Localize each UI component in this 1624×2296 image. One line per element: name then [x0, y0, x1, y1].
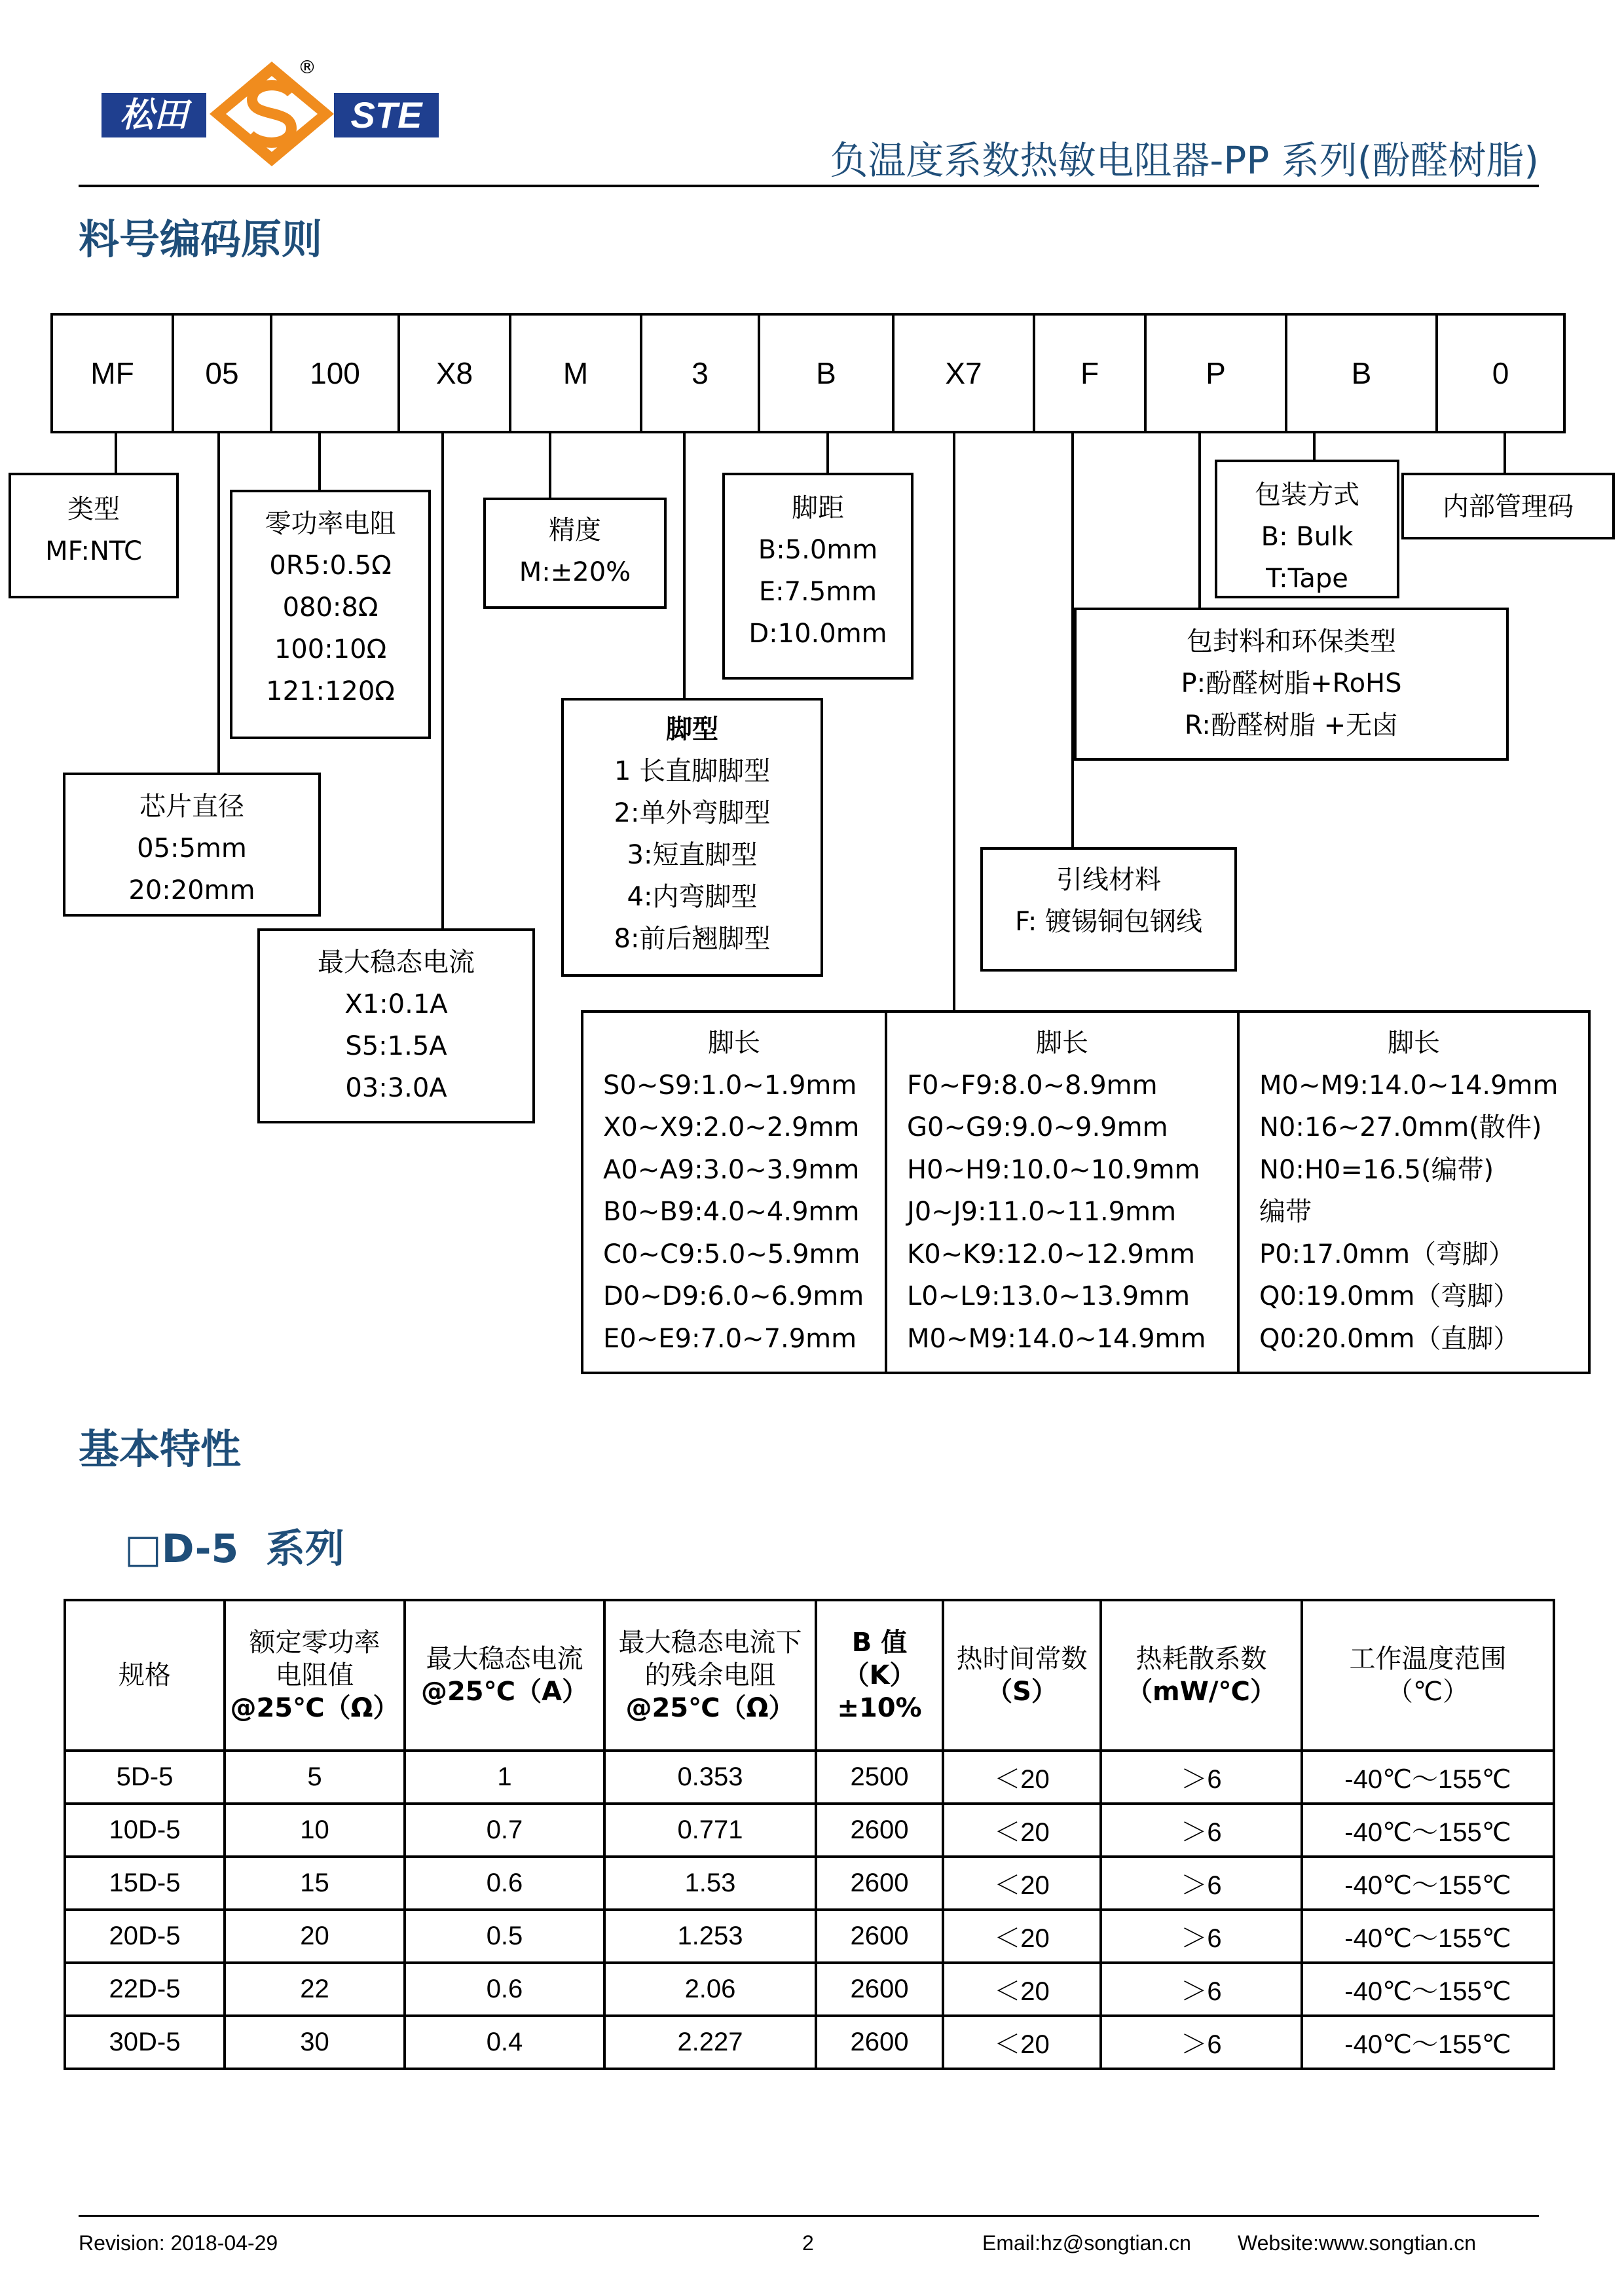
spec-cell: 1: [405, 1751, 604, 1804]
spec-cell: -40℃～155℃: [1302, 1751, 1554, 1804]
spec-cell: -40℃～155℃: [1302, 1804, 1554, 1857]
box-encap-title: 包封料和环保类型: [1187, 627, 1396, 657]
box-resistance-line: 100:10Ω: [274, 634, 387, 665]
box-accuracy-line: M:±20%: [519, 557, 631, 587]
lead-length-item: G0~G9:9.0~9.9mm: [907, 1112, 1168, 1142]
spec-cell: 0.771: [604, 1804, 816, 1857]
spec-cell: ＞6: [1101, 2016, 1302, 2069]
box-pitch-line: E:7.5mm: [758, 577, 877, 607]
box-wire: [980, 847, 1237, 972]
code-cell-wire: F: [1035, 316, 1147, 431]
lead-length-item: X0~X9:2.0~2.9mm: [603, 1112, 860, 1142]
spec-cell: -40℃～155℃: [1302, 1857, 1554, 1910]
lead-length-title: 脚长: [708, 1028, 760, 1058]
spec-header-cell: B 值（K） ±10%: [816, 1600, 943, 1751]
spec-cell: ＞6: [1101, 1963, 1302, 2016]
spec-cell: -40℃～155℃: [1302, 1963, 1554, 2016]
box-packing: [1215, 460, 1399, 598]
spec-cell: 1.53: [604, 1857, 816, 1910]
connector-line: [441, 433, 444, 928]
spec-cell: 0.353: [604, 1751, 816, 1804]
lead-length-item: P0:17.0mm（弯脚）: [1259, 1239, 1515, 1269]
document-title: 负温度系数热敏电阻器-PP 系列(酚醛树脂): [830, 138, 1539, 183]
footer-email: Email:hz@songtian.cn: [982, 2231, 1191, 2255]
box-packing-line: B: Bulk: [1261, 522, 1354, 552]
spec-cell: 0.4: [405, 2016, 604, 2069]
box-type-line: MF:NTC: [45, 536, 142, 566]
spec-cell: ＜20: [943, 1751, 1101, 1804]
box-current-title: 最大稳态电流: [318, 947, 475, 977]
box-encap-line: R:酚醛树脂 +无卤: [1184, 710, 1399, 740]
lead-length-item: 编带: [1259, 1197, 1312, 1227]
connector-line: [1504, 433, 1506, 473]
box-type-title: 类型: [67, 494, 120, 524]
spec-cell: ＞6: [1101, 1751, 1302, 1804]
section-title-basic: 基本特性: [79, 1425, 242, 1473]
connector-line: [683, 433, 686, 698]
lead-length-item: J0~J9:11.0~11.9mm: [907, 1197, 1177, 1227]
spec-cell: 15: [225, 1857, 405, 1910]
spec-header-cell: 最大稳态电流下 的残余电阻 @25℃（Ω）: [604, 1600, 816, 1751]
spec-cell: 2.227: [604, 2016, 816, 2069]
lead-length-item: E0~E9:7.0~7.9mm: [603, 1323, 857, 1354]
spec-cell: 0.5: [405, 1910, 604, 1963]
spec-header-row: [65, 1600, 1554, 1751]
lead-length-table: [581, 1010, 1591, 1374]
spec-cell: 22: [225, 1963, 405, 2016]
connector-line: [217, 433, 220, 773]
logo-cn-plate: [101, 93, 206, 137]
spec-cell: 2600: [816, 1963, 943, 2016]
spec-row: [65, 1963, 1554, 2016]
part-code-row: [50, 313, 1566, 433]
code-cell-chip: 05: [174, 316, 272, 431]
box-internal-title: 内部管理码: [1443, 492, 1574, 522]
box-leadtype-line: 8:前后翘脚型: [614, 924, 771, 954]
box-encap-line: P:酚醛树脂+RoHS: [1181, 668, 1402, 699]
spec-cell: 15D-5: [65, 1857, 225, 1910]
code-cell-pitch: B: [760, 316, 895, 431]
spec-row: [65, 1804, 1554, 1857]
spec-cell: 30: [225, 2016, 405, 2069]
spec-cell: 2500: [816, 1751, 943, 1804]
section-title-coding: 料号编码原则: [79, 215, 323, 263]
lead-length-item: Q0:19.0mm（弯脚）: [1259, 1281, 1520, 1311]
lead-length-title: 脚长: [1388, 1028, 1440, 1058]
box-current-line: S5:1.5A: [345, 1031, 447, 1061]
spec-cell: ＜20: [943, 2016, 1101, 2069]
lead-length-item: K0~K9:12.0~12.9mm: [907, 1239, 1195, 1269]
box-accuracy-title: 精度: [549, 515, 601, 545]
spec-cell: -40℃～155℃: [1302, 1910, 1554, 1963]
registered-mark: ®: [298, 56, 316, 78]
spec-header-cell: 工作温度范围 （℃）: [1302, 1600, 1554, 1751]
box-resistance-title: 零功率电阻: [265, 509, 396, 539]
spec-cell: 2600: [816, 1910, 943, 1963]
spec-header-cell: 规格: [65, 1600, 225, 1751]
spec-cell: 20: [225, 1910, 405, 1963]
logo: [98, 58, 439, 169]
box-pitch-line: B:5.0mm: [758, 535, 878, 565]
box-chip-line: 05:5mm: [137, 833, 247, 864]
box-current-line: 03:3.0A: [345, 1073, 447, 1103]
box-current: [257, 928, 535, 1123]
spec-row: [65, 1910, 1554, 1963]
lead-length-item: M0~M9:14.0~14.9mm: [1259, 1070, 1559, 1101]
spec-row: [65, 2016, 1554, 2069]
spec-cell: 2600: [816, 1857, 943, 1910]
code-cell-leadtype: 3: [642, 316, 760, 431]
box-pitch-line: D:10.0mm: [748, 619, 887, 649]
spec-header-cell: 额定零功率 电阻值 @25℃（Ω）: [225, 1600, 405, 1751]
code-cell-encap: P: [1147, 316, 1287, 431]
box-type: [9, 473, 179, 598]
spec-header-cell: 热时间常数 （S）: [943, 1600, 1101, 1751]
box-resistance-line: 080:8Ω: [282, 592, 378, 623]
spec-cell: 10: [225, 1804, 405, 1857]
box-wire-title: 引线材料: [1056, 865, 1161, 895]
box-pitch: [722, 473, 913, 680]
spec-cell: 0.7: [405, 1804, 604, 1857]
lead-length-column: [582, 1011, 886, 1373]
spec-row: [65, 1751, 1554, 1804]
box-current-line: X1:0.1A: [344, 989, 448, 1019]
spec-cell: 0.6: [405, 1963, 604, 2016]
lead-length-item: S0~S9:1.0~1.9mm: [603, 1070, 857, 1101]
lead-length-column: [886, 1011, 1238, 1373]
logo-en-plate: [334, 93, 439, 137]
box-resistance-line: 121:120Ω: [266, 676, 395, 706]
spec-cell: ＜20: [943, 1910, 1101, 1963]
code-cell-leadlength: X7: [895, 316, 1035, 431]
series-title: □D-5 系列: [124, 1526, 345, 1572]
logo-cn-text: 松田: [119, 96, 188, 135]
code-cell-resistance: 100: [272, 316, 400, 431]
spec-cell: 1.253: [604, 1910, 816, 1963]
lead-length-item: Q0:20.0mm（直脚）: [1259, 1323, 1520, 1354]
box-chip: [63, 773, 321, 917]
spec-cell: ＜20: [943, 1857, 1101, 1910]
connector-line: [549, 433, 551, 498]
lead-length-column: [1238, 1011, 1589, 1373]
box-packing-title: 包装方式: [1255, 480, 1359, 510]
lead-length-item: A0~A9:3.0~3.9mm: [603, 1154, 860, 1185]
lead-length-title: 脚长: [1036, 1028, 1088, 1058]
box-encap: [1074, 608, 1509, 761]
code-cell-current: X8: [400, 316, 511, 431]
lead-length-item: B0~B9:4.0~4.9mm: [603, 1197, 860, 1227]
spec-header-cell: 热耗散系数 （mW/℃）: [1101, 1600, 1302, 1751]
box-leadtype-line: 4:内弯脚型: [627, 882, 758, 912]
box-resistance-line: 0R5:0.5Ω: [269, 551, 392, 581]
spec-cell: ＜20: [943, 1963, 1101, 2016]
footer-website: Website:www.songtian.cn: [1238, 2231, 1477, 2255]
code-cell-accuracy: M: [511, 316, 642, 431]
lead-length-item: C0~C9:5.0~5.9mm: [603, 1239, 860, 1269]
spec-cell: 2600: [816, 1804, 943, 1857]
code-cell-internal: 0: [1492, 356, 1509, 390]
lead-length-item: F0~F9:8.0~8.9mm: [907, 1070, 1158, 1101]
box-leadtype-line: 3:短直脚型: [627, 840, 758, 870]
spec-cell: 2600: [816, 2016, 943, 2069]
connector-line: [1313, 433, 1316, 460]
code-cell-type: MF: [53, 316, 174, 431]
box-leadtype-line: 2:单外弯脚型: [614, 798, 771, 828]
box-wire-line: F: 镀锡铜包钢线: [1014, 907, 1203, 937]
spec-row: [65, 1857, 1554, 1910]
box-accuracy: [483, 498, 667, 609]
spec-cell: ＞6: [1101, 1804, 1302, 1857]
spec-cell: 5: [225, 1751, 405, 1804]
lead-length-item: N0:16~27.0mm(散件): [1259, 1112, 1542, 1142]
footer-page-number: 2: [802, 2231, 814, 2255]
spec-cell: 20D-5: [65, 1910, 225, 1963]
box-leadtype-title: 脚型: [666, 714, 718, 744]
spec-cell: -40℃～155℃: [1302, 2016, 1554, 2069]
box-leadtype-line: 1 长直脚脚型: [614, 756, 771, 786]
connector-line: [1198, 433, 1201, 608]
spec-cell: 5D-5: [65, 1751, 225, 1804]
lead-length-item: L0~L9:13.0~13.9mm: [907, 1281, 1190, 1311]
box-pitch-title: 脚距: [792, 493, 844, 523]
box-internal: [1401, 473, 1615, 539]
connector-line: [826, 433, 829, 473]
code-cell-packing: B: [1287, 316, 1438, 431]
box-leadtype: [561, 698, 823, 977]
box-chip-line: 20:20mm: [128, 875, 255, 905]
spec-cell: 2.06: [604, 1963, 816, 2016]
spec-cell: 0.6: [405, 1857, 604, 1910]
footer-revision: Revision: 2018-04-29: [79, 2231, 278, 2255]
spec-table: [64, 1599, 1555, 2070]
spec-cell: 10D-5: [65, 1804, 225, 1857]
spec-cell: 22D-5: [65, 1963, 225, 2016]
connector-line: [953, 433, 955, 1010]
box-resistance: [230, 490, 431, 739]
spec-cell: 30D-5: [65, 2016, 225, 2069]
spec-cell: ＞6: [1101, 1857, 1302, 1910]
lead-length-item: M0~M9:14.0~14.9mm: [907, 1323, 1206, 1354]
header-divider: [79, 185, 1539, 187]
footer-divider: [79, 2215, 1539, 2217]
lead-length-item: N0:H0=16.5(编带): [1259, 1154, 1494, 1185]
connector-line: [318, 433, 321, 490]
logo-en-text: STE: [350, 94, 422, 136]
spec-cell: ＜20: [943, 1804, 1101, 1857]
box-packing-line: T:Tape: [1266, 564, 1348, 594]
lead-length-item: H0~H9:10.0~10.9mm: [907, 1154, 1200, 1185]
connector-line: [115, 433, 117, 473]
lead-length-item: D0~D9:6.0~6.9mm: [603, 1281, 864, 1311]
box-chip-title: 芯片直径: [139, 792, 244, 822]
spec-header-cell: 最大稳态电流 @25℃（A）: [405, 1600, 604, 1751]
spec-cell: ＞6: [1101, 1910, 1302, 1963]
